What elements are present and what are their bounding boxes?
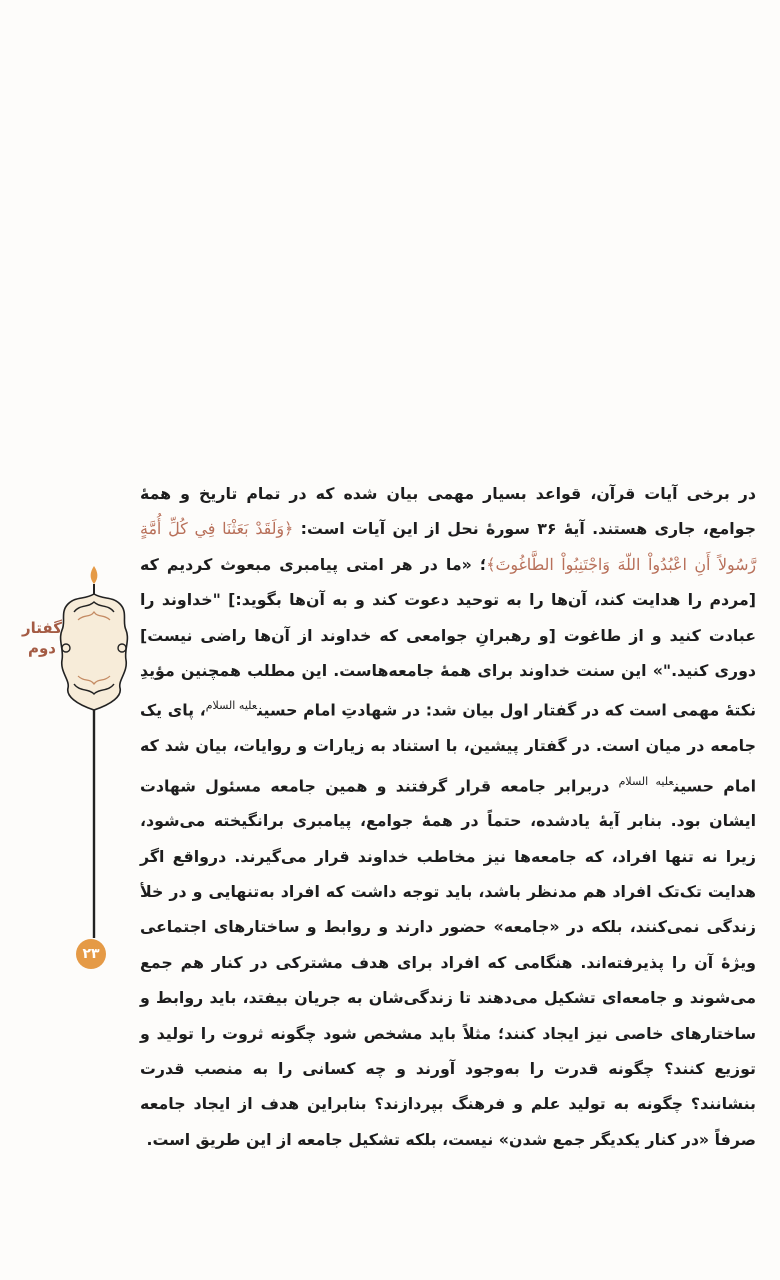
chapter-label <box>8 618 76 658</box>
body-text-part: در برخی آیات قرآن، قواعد بسیار مهمی بیان شده که در تمام تاریخ و همهٔ جوامع، جاری هستند. آیهٔ ۳۶ سورهٔ نحل از این آیات است: <box>140 484 757 539</box>
chapter-label-line1: گفتار <box>22 619 62 637</box>
body-text-part: ؛ «ما در هر امتی پیامبری مبعوث کردیم که [مردم را هدایت کند، آن‌ها را به توحید دعوت کند و به آن‌ها بگوید:] "خداوند را عبادت کنید و از طاغوت [و رهبرانِ جوامعی که خداوند از آن‌ها راضی نیست] دوری کنید."» این سنت خداوند برای همهٔ جامعه‌هاست. این مطلب همچنین مؤیدِ نکتهٔ مهمی است که در گفتار اول بیان شد: در شهادتِ امام حسین <box>140 554 756 720</box>
honorific-symbol: علیه السلام <box>618 774 674 788</box>
page-number-badge: ۲۳ <box>76 939 106 969</box>
body-text-part: ، پای یک جامعه در میان است. در گفتار پیشین، با استناد به زیارات و روایات، بیان شد که امام حسین <box>140 700 756 795</box>
body-text-part: دربرابر جامعه قرار گرفتند و همین جامعه مسئول شهادت ایشان بود. بنابر آیهٔ یادشده، حتماً در همهٔ جوامع، پیامبری برانگیخته می‌شود، زیرا نه تنها افراد، که جامعه‌ها نیز مخاطب خداوند قرار می‌گیرند. درواقع اگر هدایت تک‌تک افراد هم مدنظر باشد، باید توجه داشت که افراد به‌تنهایی و در خلأ زندگی نمی‌کنند، بلکه در «جامعه» حضور دارند و روابط و ساختارهای اجتماعی ویژهٔ آن را پذیرفته‌اند. هنگامی که افراد برای هدف مشترکی در کنار هم جمع می‌شوند و جامعه‌ای تشکیل می‌دهند تا زندگی‌شان به جریان بیفتد، باید روابط و ساختارهای خاصی نیز ایجاد کنند؛ مثلاً باید مشخص شود چگونه ثروت را تولید و توزیع کنند؟ چگونه قدرت را به‌وجود آورند و چه کسانی را به منصب قدرت بنشانند؟ چگونه به تولید علم و فرهنگ بپردازند؟ بنابراین هدف از ایجاد جامعه صرفاً «در کنار یکدیگر جمع شدن» نیست، بلکه تشکیل جامعه از این طریق است. <box>140 775 756 1149</box>
honorific-symbol: علیه السلام <box>205 699 258 713</box>
chapter-label-line2: دوم <box>27 639 56 657</box>
quran-verse: ﴿وَلَقَدْ بَعَثْنَا فِي كُلِّ أُمَّةٍ رَّسُولاً أَنِ اعْبُدُواْ اللّهَ وَاجْتَنِبُواْ الطَّاغُوتَ﴾ <box>140 519 756 574</box>
body-paragraph <box>140 476 756 1157</box>
